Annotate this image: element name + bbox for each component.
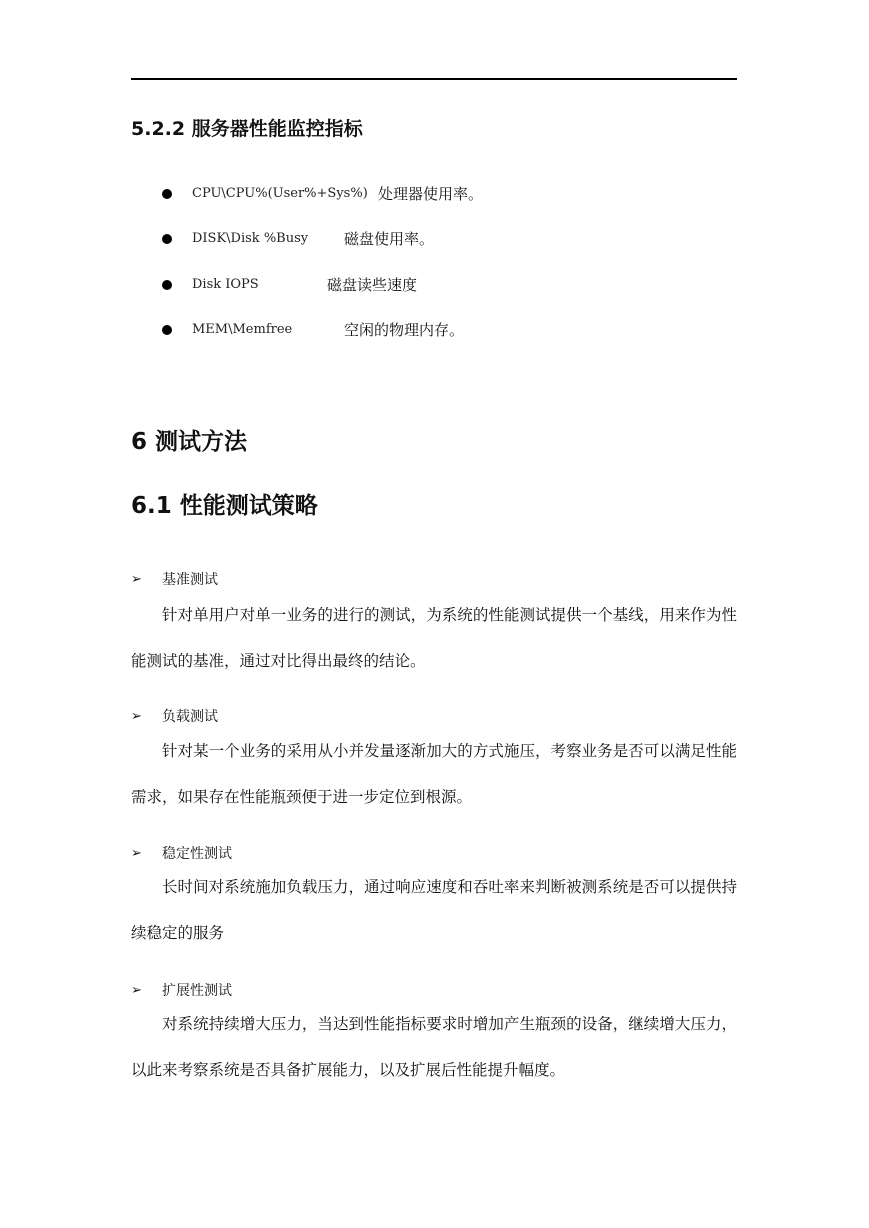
bullet-icon	[162, 280, 172, 290]
arrow-bullet-icon: ➢	[131, 846, 142, 861]
metric-name: CPU\CPU%(User%+Sys%)	[192, 186, 368, 201]
strategy-paragraph: 针对单用户对单一业务的进行的测试，为系统的性能测试提供一个基线，用来作为性能测试的基准，通过对比得出最终的结论。	[131, 606, 737, 670]
metric-desc: 空闲的物理内存。	[344, 321, 465, 339]
strategy-title: 负载测试	[162, 709, 218, 725]
strategy-title: 稳定性测试	[162, 846, 232, 862]
metric-desc: 磁盘读些速度	[327, 276, 418, 294]
arrow-bullet-icon: ➢	[131, 983, 142, 998]
strategy-paragraph: 对系统持续增大压力，当达到性能指标要求时增加产生瓶颈的设备，继续增大压力，以此来考察系统是否具备扩展能力，以及扩展后性能提升幅度。	[131, 1015, 737, 1079]
arrow-bullet-icon: ➢	[131, 572, 142, 587]
strategy-paragraph: 长时间对系统施加负载压力，通过响应速度和吞吐率来判断被测系统是否可以提供持续稳定的服务	[131, 878, 737, 942]
strategy-title: 扩展性测试	[162, 983, 232, 999]
section-6-1-heading: 6.1 性能测试策略	[131, 493, 318, 519]
bullet-icon	[162, 189, 172, 199]
strategy-paragraph: 针对某一个业务的采用从小并发量逐渐加大的方式施压，考察业务是否可以满足性能需求，如果存在性能瓶颈便于进一步定位到根源。	[131, 742, 737, 806]
metric-name: MEM\Memfree	[192, 322, 293, 337]
header-rule	[131, 78, 737, 80]
section-6-heading: 6 测试方法	[131, 429, 248, 455]
metric-desc: 磁盘使用率。	[344, 230, 435, 248]
metric-name: DISK\Disk %Busy	[192, 231, 309, 246]
bullet-icon	[162, 234, 172, 244]
metric-desc: 处理器使用率。	[378, 185, 484, 203]
section-5-2-2-heading: 5.2.2 服务器性能监控指标	[131, 118, 363, 140]
metric-name: Disk IOPS	[192, 277, 259, 292]
strategy-title: 基准测试	[162, 572, 218, 588]
arrow-bullet-icon: ➢	[131, 709, 142, 724]
bullet-icon	[162, 325, 172, 335]
